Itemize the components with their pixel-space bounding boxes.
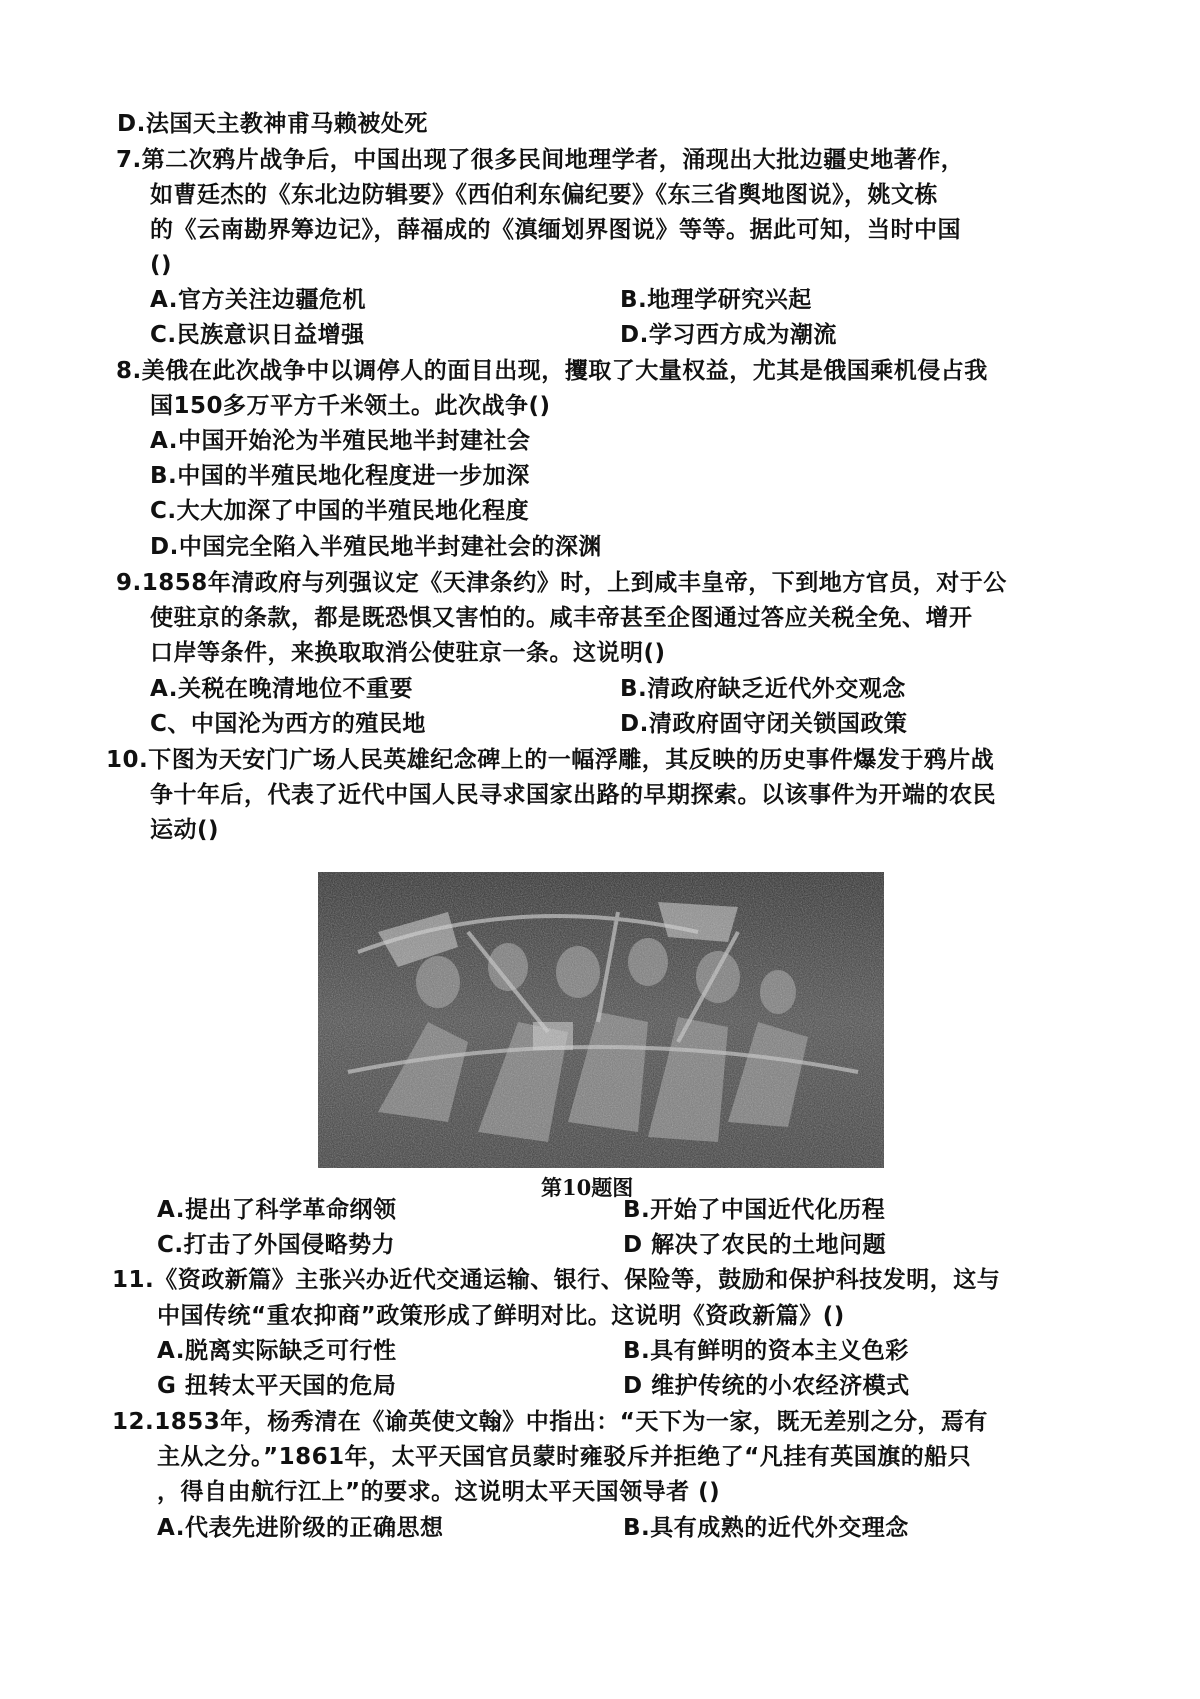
text-line: 主从之分。”1861年，太平天国官员蒙时雍驳斥并拒绝了“凡挂有英国旗的船只 [157,1444,972,1470]
text-line: C.民族意识日益增强 [150,322,365,348]
text-line: 7.第二次鸦片战争后，中国出现了很多民间地理学者，涌现出大批边疆史地著作， [116,147,965,173]
text-line: 争十年后，代表了近代中国人民寻求国家出路的早期探索。以该事件为开端的农民 [150,782,996,808]
text-line: D.学习西方成为潮流 [620,322,837,348]
text-line: D.清政府固守闭关锁国政策 [620,711,908,737]
text-line: D.中国完全陷入半殖民地半封建社会的深渊 [150,534,602,560]
text-line: A.关税在晚清地位不重要 [150,676,413,702]
text-line: 中国传统“重农抑商”政策形成了鲜明对比。这说明《资政新篇》() [157,1303,845,1329]
text-line: C.大大加深了中国的半殖民地化程度 [150,498,530,524]
text-line: () [150,252,173,278]
text-line: D 解决了农民的土地问题 [623,1232,887,1258]
text-line: 口岸等条件，来换取取消公使驻京一条。这说明() [150,640,666,666]
text-line: A.中国开始沦为半殖民地半封建社会 [150,428,531,454]
text-line: 8.美俄在此次战争中以调停人的面目出现，攫取了大量权益，尤其是俄国乘机侵占我 [116,358,988,384]
text-line: 10.下图为天安门广场人民英雄纪念碑上的一幅浮雕，其反映的历史事件爆发于鸦片战 [106,747,995,773]
text-line: 11.《资政新篇》主张兴办近代交通运输、银行、保险等，鼓励和保护科技发明，这与 [112,1267,1001,1293]
text-line: B.具有成熟的近代外交理念 [623,1515,909,1541]
text-line: B.清政府缺乏近代外交观念 [620,676,906,702]
text-line: 使驻京的条款，都是既恐惧又害怕的。咸丰帝甚至企图通过答应关税全免、增开 [150,605,973,631]
text-line: 12.1853年，杨秀清在《谕英使文翰》中指出：“天下为一家，既无差别之分，焉有 [112,1409,988,1435]
text-line: D.法国天主教神甫马赖被处死 [117,111,428,137]
text-line: A.提出了科学革命纲领 [157,1197,397,1223]
text-line: B.具有鲜明的资本主义色彩 [623,1338,909,1364]
text-line: D 维护传统的小农经济模式 [623,1373,910,1399]
relief-sculpture-image [318,872,884,1168]
text-line: G 扭转太平天国的危局 [157,1373,397,1399]
text-line: 国150多万平方千米领土。此次战争() [150,393,551,419]
text-line: C.打击了外国侵略势力 [157,1232,396,1258]
text-line: 的《云南勘界筹边记》，薛福成的《滇缅划界图说》等等。据此可知，当时中国 [150,217,961,243]
text-line: 9.1858年清政府与列强议定《天津条约》时，上到咸丰皇帝，下到地方官员，对于公 [116,570,1007,596]
text-line: A.官方关注边疆危机 [150,287,366,313]
text-line: B.地理学研究兴起 [620,287,812,313]
text-line: A.代表先进阶级的正确思想 [157,1515,444,1541]
text-line: B.开始了中国近代化历程 [623,1197,886,1223]
figure-caption: 第10题图 [541,1175,634,1200]
text-line: 如曹廷杰的《东北边防辑要》《西伯利东偏纪要》《东三省舆地图说》，姚文栋 [150,182,938,208]
text-line: ，得自由航行江上”的要求。这说明太平天国领导者 () [157,1479,721,1505]
text-line: B.中国的半殖民地化程度进一步加深 [150,463,530,489]
text-line: 运动() [150,817,220,843]
text-line: C、中国沦为西方的殖民地 [150,711,426,737]
text-line: A.脱离实际缺乏可行性 [157,1338,397,1364]
